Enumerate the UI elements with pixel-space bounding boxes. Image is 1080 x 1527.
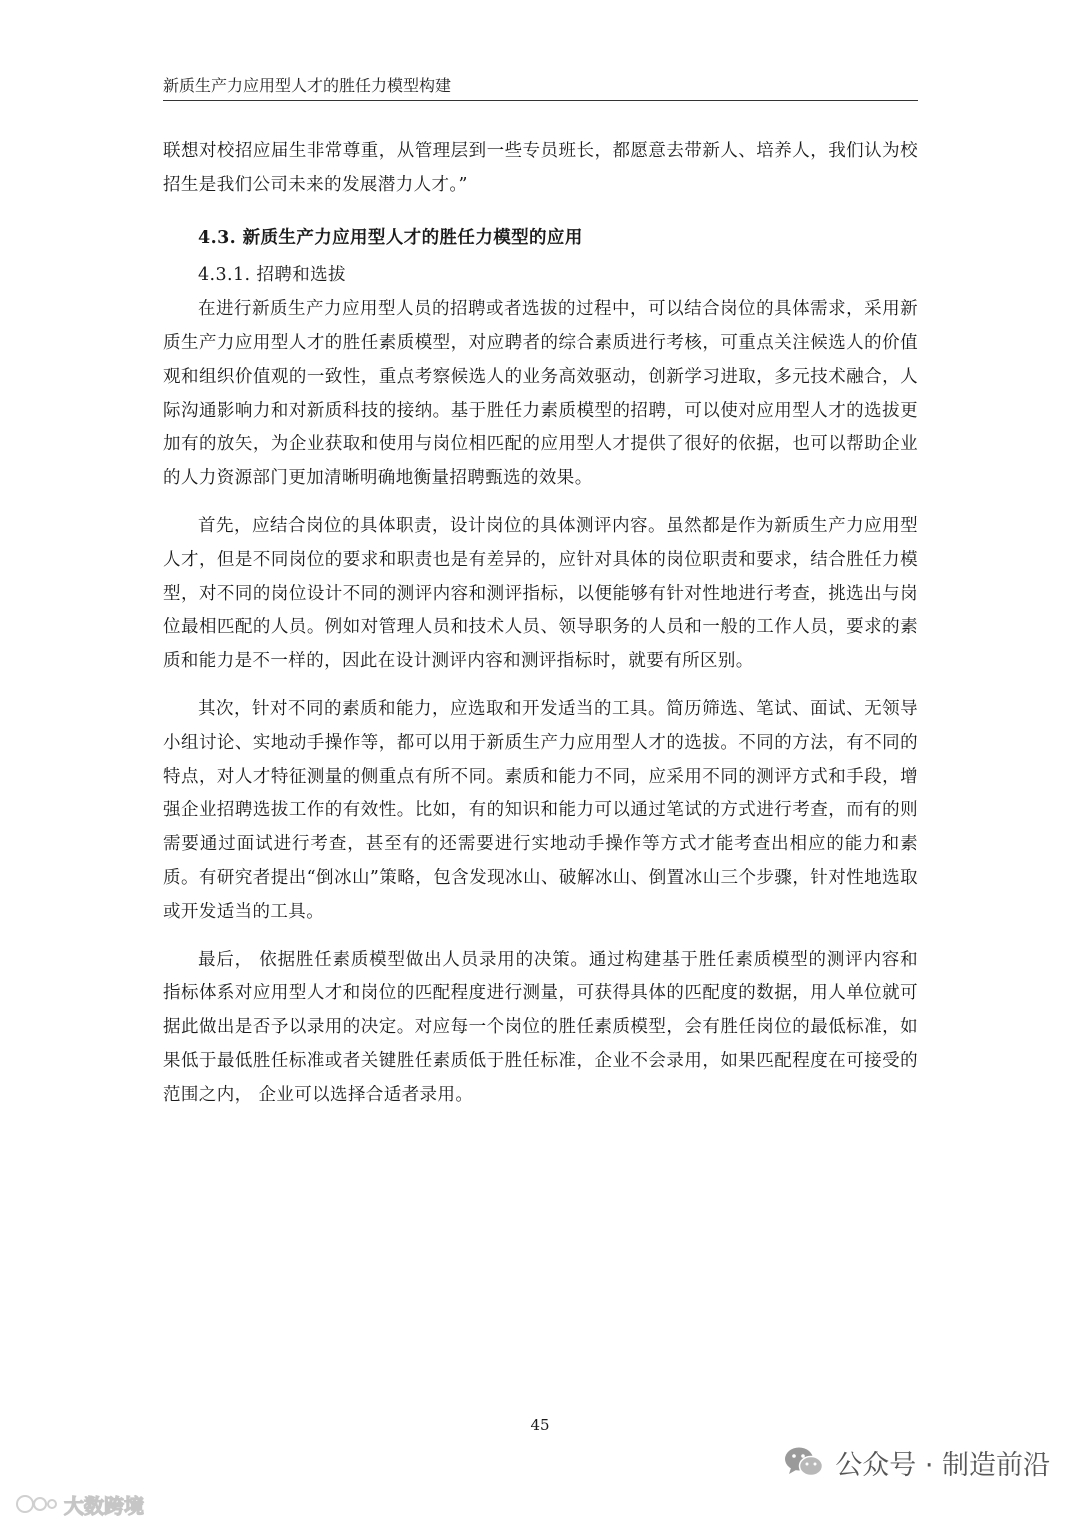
page-body [163, 135, 918, 1113]
paragraph-1: 在进行新质生产力应用型人员的招聘或者选拔的过程中，可以结合岗位的具体需求，采用新质生产力应用型人才的胜任素质模型，对应聘者的综合素质进行考核，可重点关注候选人的价值观和组织价值观的一致性，重点考察候选人的业务高效驱动，创新学习进取，多元技术融合，人际沟通影响力和对新质科技的接纳。基于胜任力素质模型的招聘，可以使对应用型人才的选拔更加有的放矢，为企业获取和使用与岗位相匹配的应用型人才提供了很好的依据，也可以帮助企业的人力资源部门更加清晰明确地衡量招聘甄选的效果。 [163, 299, 918, 489]
paragraph-2: 首先，应结合岗位的具体职责，设计岗位的具体测评内容。虽然都是作为新质生产力应用型人才，但是不同岗位的要求和职责也是有差异的，应针对具体的岗位职责和要求，结合胜任力模型，对不同的岗位设计不同的测评内容和测评指标，以便能够有针对性地进行考查，挑选出与岗位最相匹配的人员。例如对管理人员和技术人员、领导职务的人员和一般的工作人员，要求的素质和能力是不一样的，因此在设计测评内容和测评指标时，就要有所区别。 [163, 515, 918, 672]
section-heading: 4.3. 新质生产力应用型人才的胜任力模型的应用 [198, 227, 583, 248]
continuation-paragraph: 联想对校招应届生非常尊重，从管理层到一些专员班长，都愿意去带新人、培养人，我们认为校招生是我们公司未来的发展潜力人才。” [163, 141, 918, 195]
watermark-logo-icon [14, 1492, 58, 1516]
paragraph-3: 其次，针对不同的素质和能力，应选取和开发适当的工具。简历筛选、笔试、面试、无领导小组讨论、实地动手操作等，都可以用于新质生产力应用型人才的选拔。不同的方法，有不同的特点，对人才特征测量的侧重点有所不同。素质和能力不同，应采用不同的测评方式和手段，增强企业招聘选拔工作的有效性。比如，有的知识和能力可以通过笔试的方式进行考查，而有的则需要通过面试进行考查，甚至有的还需要进行实地动手操作等方式才能考查出相应的能力和素质。有研究者提出“倒冰山”策略，包含发现冰山、破解冰山、倒置冰山三个步骤，针对性地选取或开发适当的工具。 [163, 698, 918, 922]
paragraph-4: 最后， 依据胜任素质模型做出人员录用的决策。通过构建基于胜任素质模型的测评内容和指标体系对应用型人才和岗位的匹配程度进行测量，可获得具体的匹配度的数据，用人单位就可据此做出是否予以录用的决定。对应每一个岗位的胜任素质模型，会有胜任岗位的最低标准，如果低于最低胜任标准或者关键胜任素质低于胜任标准，企业不会录用，如果匹配程度在可接受的范围之内， 企业可以选择合适者录用。 [163, 949, 918, 1105]
watermark-right-text: 公众号 · 制造前沿 [835, 1449, 1050, 1481]
watermark-left [14, 1491, 144, 1517]
watermark-left-text: 大数跨境 [64, 1493, 144, 1518]
running-header: 新质生产力应用型人才的胜任力模型构建 [163, 76, 452, 95]
subsection-heading: 4.3.1. 招聘和选拔 [198, 265, 346, 286]
page-number: 45 [530, 1416, 550, 1434]
header-divider [163, 100, 918, 101]
watermark-right [783, 1442, 1050, 1482]
wechat-icon [783, 1444, 825, 1480]
